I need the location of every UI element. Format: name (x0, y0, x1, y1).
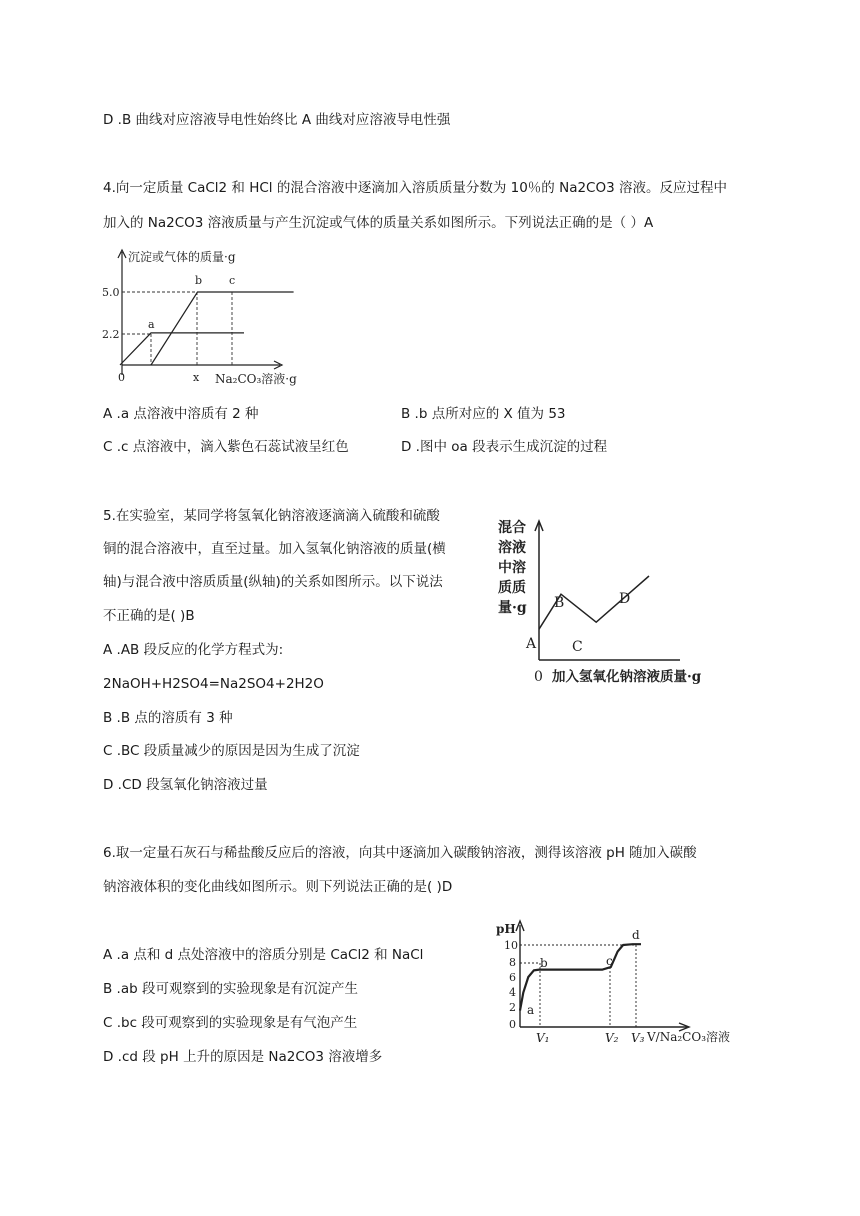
q5-ylabel-5: 量·g (498, 600, 527, 616)
q5-ylabel-3: 中溶 (498, 560, 526, 576)
q5-xlabel: 加入氢氧化钠溶液质量·g (552, 669, 702, 685)
q4-option-d: D .图中 oa 段表示生成沉淀的过程 (401, 439, 608, 455)
q5-point-B: B (554, 595, 565, 611)
q4-ylabel: 沉淀或气体的质量·g (128, 250, 236, 264)
q5-equation: 2NaOH+H2SO4=Na2SO4+2H2O (103, 676, 324, 692)
q6-stem-line1: 6.取一定量石灰石与稀盐酸反应后的溶液，向其中逐滴加入碳酸钠溶液，测得该溶液 pH 随加入碳酸 (103, 845, 697, 861)
q6-point-d: d (632, 928, 640, 942)
q6-option-d: D .cd 段 pH 上升的原因是 Na2CO3 溶液增多 (103, 1049, 383, 1065)
q4-point-a: a (148, 318, 155, 331)
q4-option-a: A .a 点溶液中溶质有 2 种 (103, 406, 259, 422)
q6-ytick-10: 10 (504, 939, 518, 952)
q5-ylabel-2: 溶液 (498, 540, 526, 556)
q3-option-d: D .B 曲线对应溶液导电性始终比 A 曲线对应溶液导电性强 (103, 112, 451, 128)
q5-chart (495, 515, 725, 690)
q5-stem-line1: 5.在实验室，某同学将氢氧化钠溶液逐滴滴入硫酸和硫酸 (103, 508, 440, 524)
q5-option-c: C .BC 段质量减少的原因是因为生成了沉淀 (103, 743, 360, 759)
q6-series-ph (520, 944, 641, 1010)
q4-point-c: c (229, 274, 236, 287)
q6-point-b: b (540, 956, 548, 970)
q6-xtick-v3: V₃ (631, 1031, 645, 1045)
q6-ylabel: pH (496, 922, 516, 936)
q6-point-a: a (527, 1003, 535, 1017)
q4-stem-line1: 4.向一定质量 CaCl2 和 HCl 的混合溶液中逐滴加入溶质质量分数为 10％的 Na2CO3 溶液。反应过程中 (103, 180, 727, 196)
q5-option-b: B .B 点的溶质有 3 种 (103, 710, 233, 726)
q5-xtick-0: 0 (534, 669, 543, 685)
q4-option-c: C .c 点溶液中，滴入紫色石蕊试液呈红色 (103, 439, 349, 455)
q6-option-c: C .bc 段可观察到的实验现象是有气泡产生 (103, 1015, 358, 1031)
q4-xtick-0: 0 (118, 371, 125, 384)
q5-point-C: C (572, 639, 583, 655)
q4-chart (100, 240, 300, 390)
q5-stem-line4: 不正确的是( )B (103, 608, 195, 624)
q6-chart (495, 915, 740, 1050)
q4-ytick-22: 2.2 (102, 328, 120, 341)
q4-option-b: B .b 点所对应的 X 值为 53 (401, 406, 566, 422)
q5-point-D: D (619, 591, 631, 607)
q5-ylabel-1: 混合 (498, 520, 526, 536)
q6-ytick-8: 8 (509, 956, 516, 969)
q4-series-precipitate (151, 292, 294, 365)
q6-point-c: c (606, 954, 613, 968)
q5-stem-line3: 轴)与混合液中溶质质量(纵轴)的关系如图所示。以下说法 (103, 574, 443, 590)
q6-stem-line2: 钠溶液体积的变化曲线如图所示。则下列说法正确的是( )D (103, 879, 453, 895)
q4-stem-line2: 加入的 Na2CO3 溶液质量与产生沉淀或气体的质量关系如图所示。下列说法正确的是（ ）A (103, 215, 654, 231)
q4-point-b: b (195, 274, 203, 287)
q4-series-gas (120, 333, 244, 365)
q6-option-a: A .a 点和 d 点处溶液中的溶质分别是 CaCl2 和 NaCl (103, 947, 424, 963)
q6-xtick-v2: V₂ (605, 1031, 619, 1045)
q6-ytick-4: 4 (509, 986, 516, 999)
q6-option-b: B .ab 段可观察到的实验现象是有沉淀产生 (103, 981, 358, 997)
q5-point-A: A (526, 636, 537, 652)
q6-ytick-0: 0 (509, 1018, 516, 1031)
q6-ytick-6: 6 (509, 971, 516, 984)
q5-option-d: D .CD 段氢氧化钠溶液过量 (103, 777, 268, 793)
q5-option-a: A .AB 段反应的化学方程式为: (103, 642, 284, 658)
q4-xtick-x: x (193, 371, 200, 384)
q5-stem-line2: 铜的混合溶液中，直至过量。加入氢氧化钠溶液的质量(横 (103, 541, 446, 557)
q6-xtick-v1: V₁ (536, 1031, 550, 1045)
q5-ylabel-4: 质质 (498, 580, 526, 596)
q6-xlabel: V/Na₂CO₃溶液 (647, 1030, 731, 1044)
q4-xlabel: Na₂CO₃溶液·g (215, 372, 297, 386)
q6-ytick-2: 2 (509, 1001, 516, 1014)
q4-ytick-5: 5.0 (102, 286, 120, 299)
